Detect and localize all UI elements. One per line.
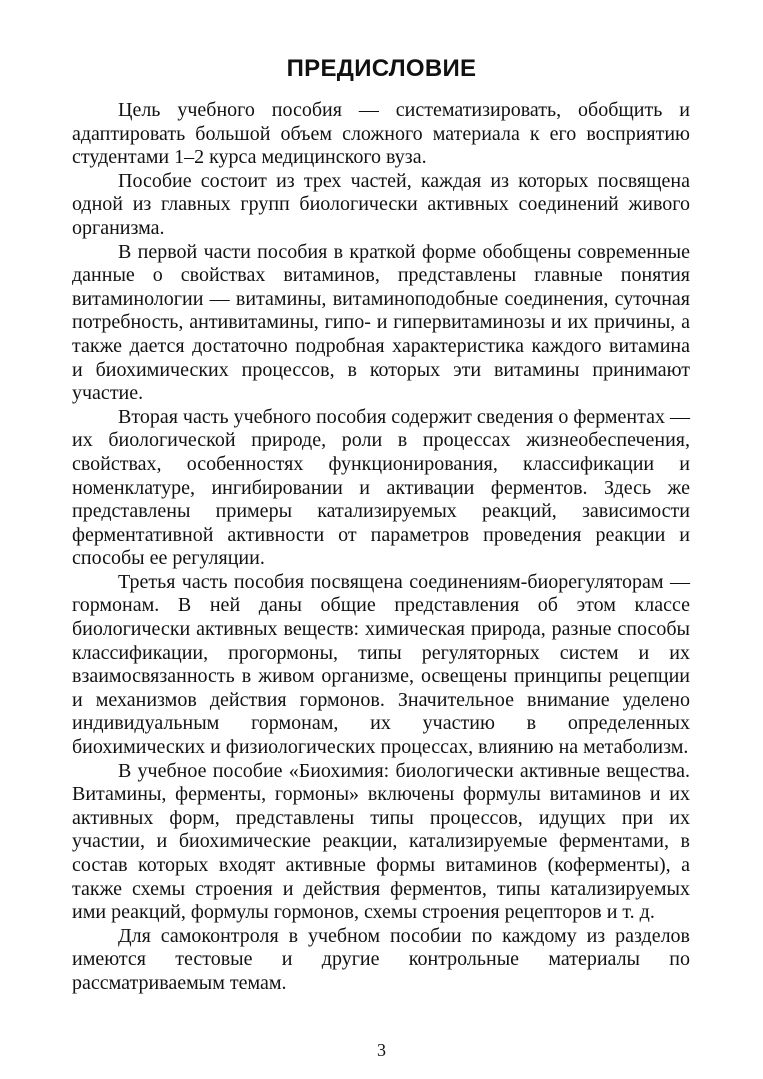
paragraph-part-one: В первой части пособия в краткой форме обобщены современные данные о свойствах витаминов, представлены главные понятия витаминологии — витамины, витаминоподобные соединения, суточная потребность, антивитамины, гипо- и гипервитаминозы и их причины, а также дается достаточно подробная характеристика каждого витамина и биохимических процессов, в которых эти витамины принимают участие.	[72, 240, 690, 405]
paragraph-structure: Пособие состоит из трех частей, каждая из которых посвящена одной из главных групп биологически активных соединений живого организма.	[72, 169, 690, 239]
preface-body	[72, 99, 690, 996]
paragraph-self-control: Для самоконтроля в учебном пособии по каждому из разделов имеются тестовые и другие контрольные материалы по рассматриваемым темам.	[72, 924, 690, 994]
page-title: ПРЕДИСЛОВИЕ	[286, 55, 477, 82]
page-number: 3	[377, 1040, 386, 1060]
paragraph-goal: Цель учебного пособия — систематизировать, обобщить и адаптировать большой объем сложного материала к его восприятию студентами 1–2 курса медицинского вуза.	[72, 99, 690, 169]
paragraph-part-two: Вторая часть учебного пособия содержит сведения о ферментах — их биологической природе, роли в процессах жизнеобеспечения, свойствах, особенностях функционирования, классификации и номенклатуре, ингибировании и активации ферментов. Здесь же представлены примеры катализируемых реакций, зависимости ферментативной активности от параметров проведения реакции и способы ее регуляции.	[72, 405, 690, 570]
paragraph-contents: В учебное пособие «Биохимия: биологически активные вещества. Витамины, ферменты, гормоны» включены формулы витаминов и их активных форм, представлены типы процессов, идущих при их участии, и биохимические реакции, катализируемые ферментами, в состав которых входят активные формы витаминов (коферменты), а также схемы строения и действия ферментов, типы катализируемых ими реакций, формулы гормонов, схемы строения рецепторов и т. д.	[72, 759, 690, 924]
paragraph-part-three: Третья часть пособия посвящена соединениям-биорегуляторам — гормонам. В ней даны общие представления об этом классе биологически активных веществ: химическая природа, разные способы классификации, прогормоны, типы регуляторных систем и их взаимосвязанность в живом организме, освещены принципы рецепции и механизмов действия гормонов. Значительное внимание уделено индивидуальным гормонам, их участию в определенных биохимических и физиологических процессах, влиянию на метаболизм.	[72, 570, 690, 759]
